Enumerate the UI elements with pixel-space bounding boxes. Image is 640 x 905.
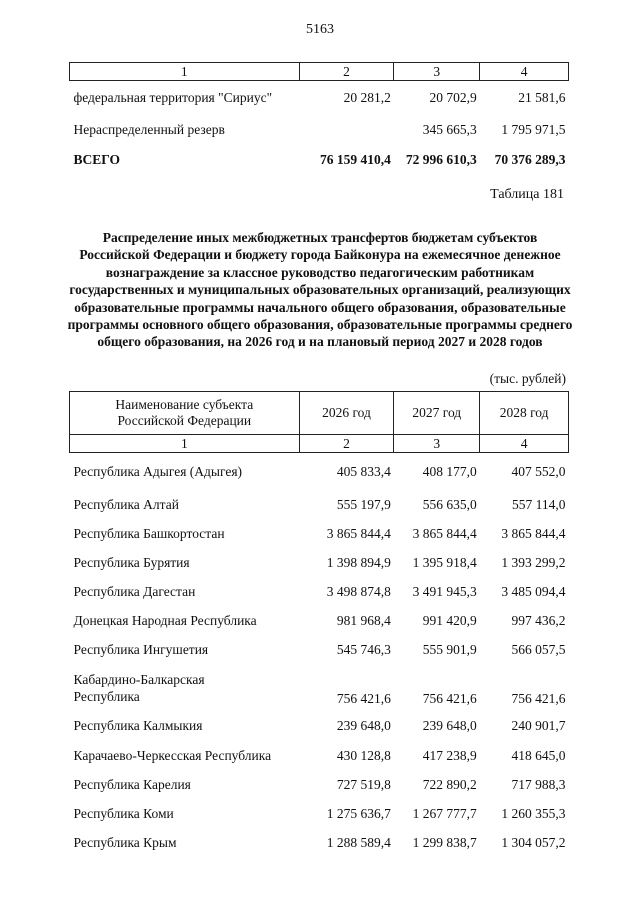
value-2028: 240 901,7 bbox=[511, 718, 566, 733]
value-2027: 345 665,3 bbox=[422, 122, 477, 137]
table-row bbox=[70, 520, 569, 549]
table-row bbox=[70, 578, 569, 607]
table-row bbox=[70, 771, 569, 800]
column-number: 2 bbox=[299, 435, 394, 453]
table-row bbox=[70, 711, 569, 742]
table-row bbox=[70, 636, 569, 665]
total-2028: 70 376 289,3 bbox=[494, 151, 566, 167]
subject-name: Кабардино-Балкарская Республика bbox=[73, 671, 205, 704]
value-2027: 991 420,9 bbox=[422, 613, 477, 628]
value-2027: 1 395 918,4 bbox=[412, 555, 477, 570]
subject-name: Республика Бурятия bbox=[73, 555, 190, 570]
value-2026: 1 398 894,9 bbox=[326, 555, 391, 570]
column-number: 3 bbox=[394, 435, 480, 453]
subject-name: Республика Калмыкия bbox=[73, 718, 203, 733]
value-2027: 3 491 945,3 bbox=[412, 584, 477, 599]
subject-name: Карачаево-Черкесская Республика bbox=[73, 748, 272, 763]
value-2026: 981 968,4 bbox=[336, 613, 391, 628]
table-row bbox=[70, 800, 569, 829]
value-2027: 3 865 844,4 bbox=[412, 526, 477, 541]
value-2028: 997 436,2 bbox=[511, 613, 566, 628]
header-2028: 2028 год bbox=[480, 392, 569, 435]
value-2026: 20 281,2 bbox=[343, 90, 391, 106]
subject-name: Республика Коми bbox=[73, 806, 174, 821]
main-table bbox=[69, 391, 569, 858]
row-name: Нераспределенный резерв bbox=[73, 122, 225, 137]
column-number: 4 bbox=[480, 63, 569, 81]
value-2028: 557 114,0 bbox=[512, 497, 566, 512]
subject-name: Республика Дагестан bbox=[73, 584, 196, 599]
subject-name: Республика Алтай bbox=[73, 497, 179, 512]
value-2027: 555 901,9 bbox=[422, 642, 477, 657]
subject-name: Республика Башкортостан bbox=[73, 526, 225, 541]
value-2026: 3 498 874,8 bbox=[326, 584, 391, 599]
value-2028: 418 645,0 bbox=[511, 748, 566, 763]
table-row bbox=[70, 491, 569, 520]
value-2026: 405 833,4 bbox=[336, 463, 391, 479]
top-table bbox=[69, 62, 569, 175]
page-number: 5163 bbox=[306, 22, 334, 37]
column-number: 1 bbox=[70, 63, 300, 81]
value-2028: 1 260 355,3 bbox=[501, 806, 566, 821]
total-row bbox=[70, 145, 569, 175]
table-row bbox=[70, 607, 569, 636]
column-numbers-row bbox=[70, 435, 569, 453]
subject-name: Донецкая Народная Республика bbox=[73, 613, 257, 628]
value-2027: 408 177,0 bbox=[422, 463, 477, 479]
value-2028: 566 057,5 bbox=[511, 642, 566, 657]
total-2027: 72 996 610,3 bbox=[405, 151, 477, 167]
value-2026: 545 746,3 bbox=[336, 642, 391, 657]
table-row bbox=[70, 829, 569, 858]
subject-name: Республика Крым bbox=[73, 835, 177, 850]
table-title: Распределение иных межбюджетных трансфертов бюджетам субъектов Российской Федерации и бюджету города Байконура на ежемесячное денежное вознаграждение за классное руководство педагогическим работникам государственных и муниципальных образовательных организаций, реализующих образовательные программы начального общего образования, образовательные программы основного общего образования, образовательные программы среднего общего образования, на 2026 год и на плановый период 2027 и 2028 годов bbox=[67, 230, 573, 350]
header-row bbox=[70, 392, 569, 435]
value-2026: 1 275 636,7 bbox=[326, 806, 391, 821]
value-2027: 20 702,9 bbox=[429, 90, 477, 106]
header-2026: 2026 год bbox=[299, 392, 394, 435]
header-subject: Наименование субъекта Российской Федерации bbox=[70, 392, 300, 435]
table-row bbox=[70, 81, 569, 116]
column-number: 1 bbox=[70, 435, 300, 453]
value-2026: 3 865 844,4 bbox=[326, 526, 391, 541]
table-row bbox=[70, 116, 569, 145]
value-2027: 1 267 777,7 bbox=[412, 806, 477, 821]
table-row bbox=[70, 742, 569, 771]
value-2027: 756 421,6 bbox=[422, 690, 477, 706]
column-number: 4 bbox=[480, 435, 569, 453]
value-2028: 3 485 094,4 bbox=[501, 584, 566, 599]
units-label: (тыс. рублей) bbox=[489, 371, 566, 386]
value-2026: 727 519,8 bbox=[336, 777, 391, 792]
value-2028: 3 865 844,4 bbox=[501, 526, 566, 541]
table-row bbox=[70, 665, 569, 711]
row-name: федеральная территория "Сириус" bbox=[73, 90, 273, 106]
value-2027: 1 299 838,7 bbox=[412, 835, 477, 850]
value-2026: 239 648,0 bbox=[336, 718, 391, 733]
value-2028: 407 552,0 bbox=[511, 463, 566, 479]
table-row bbox=[70, 453, 569, 491]
value-2028: 1 304 057,2 bbox=[501, 835, 566, 850]
value-2026: 555 197,9 bbox=[336, 497, 391, 512]
table-row bbox=[70, 549, 569, 578]
header-2027: 2027 год bbox=[394, 392, 480, 435]
subject-name: Республика Ингушетия bbox=[73, 642, 209, 657]
value-2027: 239 648,0 bbox=[422, 718, 477, 733]
value-2026: 756 421,6 bbox=[336, 690, 391, 706]
value-2028: 1 393 299,2 bbox=[501, 555, 566, 570]
column-number: 3 bbox=[394, 63, 480, 81]
top-table-column-numbers bbox=[70, 63, 569, 81]
table-label: Таблица 181 bbox=[490, 187, 564, 202]
column-number: 2 bbox=[299, 63, 394, 81]
value-2026 bbox=[299, 116, 394, 145]
value-2028: 1 795 971,5 bbox=[501, 122, 566, 137]
value-2026: 1 288 589,4 bbox=[326, 835, 391, 850]
value-2026: 430 128,8 bbox=[336, 748, 391, 763]
value-2027: 417 238,9 bbox=[422, 748, 477, 763]
value-2028: 21 581,6 bbox=[518, 90, 566, 106]
value-2027: 556 635,0 bbox=[422, 497, 477, 512]
value-2028: 717 988,3 bbox=[511, 777, 566, 792]
total-2026: 76 159 410,4 bbox=[320, 151, 391, 167]
total-label: ВСЕГО bbox=[73, 151, 121, 167]
value-2028: 756 421,6 bbox=[511, 690, 566, 706]
subject-name: Республика Адыгея (Адыгея) bbox=[73, 463, 243, 479]
value-2027: 722 890,2 bbox=[422, 777, 477, 792]
subject-name: Республика Карелия bbox=[73, 777, 191, 792]
